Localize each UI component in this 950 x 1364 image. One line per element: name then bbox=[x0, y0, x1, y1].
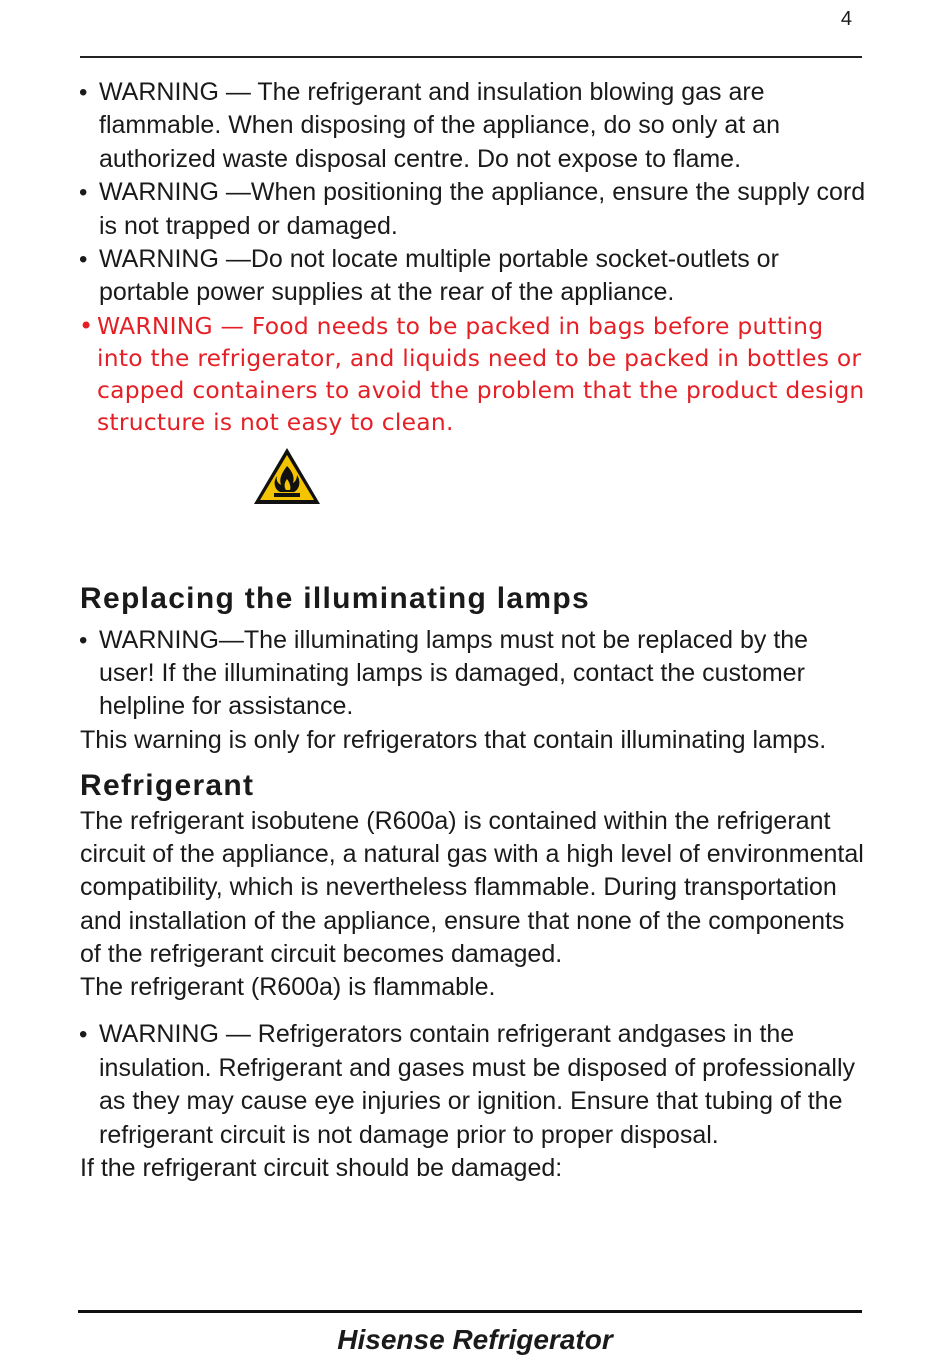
page-content bbox=[80, 76, 870, 1185]
section-title-lamps: Replacing the illuminating lamps bbox=[80, 581, 590, 615]
footer-divider bbox=[78, 1310, 862, 1313]
warning-lamps: • WARNING—The illuminating lamps must not be replaced by the user! If the illuminating lamps is damaged, contact the customer helpline for assistance. bbox=[80, 624, 870, 724]
warning-refrigerant-disposal: • WARNING — Refrigerators contain refrigerant andgases in the insulation. Refrigerant and gases must be disposed of professionally as they may cause eye injuries or ignition. Ensure that tubing of the refrigerant circuit is not damage prior to proper disposal. bbox=[80, 1018, 870, 1152]
warning-socket-outlets: • WARNING —Do not locate multiple portable socket-outlets or portable power supplies at the rear of the appliance. bbox=[80, 243, 870, 310]
refrigerant-flammable-note: The refrigerant (R600a) is flammable. bbox=[80, 973, 496, 1002]
lamps-note: This warning is only for refrigerators that contain illuminating lamps. bbox=[80, 725, 827, 754]
section-title-refrigerant: Refrigerant bbox=[80, 769, 255, 803]
refrigerant-paragraph: The refrigerant isobutene (R600a) is contained within the refrigerant circuit of the appliance, a natural gas with a high level of environmental compatibility, which is nevertheless flammable. During transportation and installation of the appliance, ensure that none of the components of the refrigerant circuit becomes damaged. bbox=[80, 807, 864, 968]
warning-flammable-gas: • WARNING — The refrigerant and insulation blowing gas are flammable. When disposing of the appliance, do so only at an authorized waste disposal centre. Do not expose to flame. bbox=[80, 76, 870, 176]
footer-brand: Hisense Refrigerator bbox=[337, 1324, 613, 1355]
refrigerant-damaged-intro: If the refrigerant circuit should be damaged: bbox=[80, 1153, 563, 1182]
flammable-warning-icon bbox=[252, 446, 322, 506]
hazard-spacer bbox=[80, 439, 870, 582]
warning-supply-cord: • WARNING —When positioning the appliance, ensure the supply cord is not trapped or damaged. bbox=[80, 176, 870, 243]
header-divider bbox=[80, 56, 862, 58]
warning-food-packing: • WARNING — Food needs to be packed in bags before putting into the refrigerator, and liquids need to be packed in bottles or capped containers to avoid the problem that the product design structure is not easy to clean. bbox=[80, 310, 870, 439]
page-number: 4 bbox=[840, 8, 852, 30]
top-warning-list bbox=[80, 76, 870, 439]
